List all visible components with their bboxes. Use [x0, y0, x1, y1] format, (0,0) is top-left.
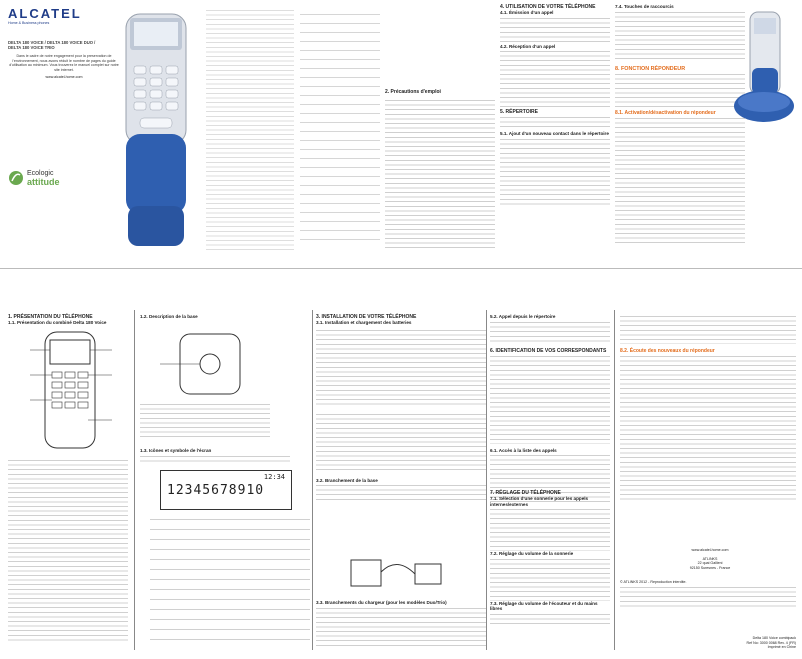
fold-line: [0, 268, 802, 269]
section-1-2-title: 1.2. Description de la base: [140, 314, 198, 319]
reference-block: [700, 636, 796, 650]
column-divider: [614, 310, 615, 650]
brand-tagline: Home & Business phones: [8, 21, 50, 25]
product-ref: Delta 180 Voice combipack: [752, 636, 796, 640]
section-3-3-block: [316, 600, 486, 646]
connection-diagram: [345, 550, 455, 600]
column-divider: [486, 310, 487, 650]
keys-column: [206, 8, 294, 258]
section-1-column: [8, 314, 128, 326]
lcd-time: 12:34: [263, 473, 285, 481]
precautions-column: [385, 4, 495, 266]
copyright-block: [620, 580, 796, 609]
utilisation-column: [500, 4, 610, 266]
section-6-title: 6. IDENTIFICATION DE VOS CORRESPONDANTS: [490, 347, 607, 354]
section-1-text: [8, 458, 128, 648]
brand-website: www.alcatel-home.com: [45, 75, 83, 80]
column-divider: [134, 310, 135, 650]
base-diagram: [150, 330, 260, 400]
section-8-column: [620, 314, 796, 500]
section-1-3-block: [140, 448, 310, 464]
base-photo: [730, 8, 796, 128]
card-company: ATLINKS: [702, 556, 718, 561]
section-3-2-title: 3.2. Branchement de la base: [316, 477, 378, 483]
section-8-2-title: 8.2. Écoute des nouveaux du répondeur: [620, 348, 715, 354]
section-4-title: 4. UTILISATION DE VOTRE TÉLÉPHONE: [500, 4, 596, 10]
section-7-1-title: 7.1. Sélection d'une sonnerie pour les appels internes/externes: [490, 496, 589, 507]
section-3-title: 3. INSTALLATION DE VOTRE TÉLÉPHONE: [316, 314, 417, 320]
brand-column: [8, 6, 120, 262]
section-3-1-title: 3.1. Installation et chargement des batteries: [316, 320, 412, 325]
lcd-digits: 12345678910: [167, 483, 265, 498]
section-7-3-title: 7.3. Réglage du volume de l'écouteur et du mains libres: [490, 600, 598, 612]
section-7-2-title: 7.2. Réglage du volume de la sonnerie: [490, 551, 574, 557]
leaf-icon: [8, 170, 24, 186]
section-8-title: 8. FONCTION RÉPONDEUR: [615, 65, 686, 72]
section-4-2-title: 4.2. Réception d'un appel: [500, 43, 556, 49]
section-1-2-column: [140, 314, 310, 320]
card-city: 92150 Suresnes - France: [689, 565, 731, 570]
column-divider: [312, 310, 313, 650]
section-3-3-title: 3.3. Branchements du chargeur (pour les modèles Duo/Trio): [316, 600, 447, 605]
section-7-title: 7. RÉGLAGE DU TÉLÉPHONE: [490, 490, 561, 496]
icon-legend: [150, 514, 310, 652]
model-list-2: DELTA 180 VOICE TRIO: [8, 44, 55, 50]
section-4-1-title: 4.1. Émission d'un appel: [500, 10, 554, 15]
section-3-column: [316, 314, 486, 501]
intro-text: Dans le cadre de notre engagement pour la preservation de l'environnement, nous avons réduit le nombre de pages du guide d'utilisation au minimum. Vous trouverez le manuel complet sur notre site internet.: [9, 54, 119, 72]
section-6-1-title: 6.1. Accès à la liste des appels: [490, 447, 557, 453]
copyright-text: © ATLINKS 2012 - Reproduction interdite.: [620, 580, 687, 584]
section-7-column: [490, 490, 610, 626]
section-1-2-text: [140, 402, 270, 442]
card-street: 22 quai Gallieni: [697, 561, 723, 566]
handset-diagram: [20, 330, 120, 450]
section-1-1-title: 1.1. Présentation du combiné Delta 180 Voice: [8, 320, 107, 325]
section-5-1-title: 5.1. Ajout d'un nouveau contact dans le répertoire: [500, 131, 609, 137]
section-8-1-title: 8.1. Activation/désactivation du répondeur: [615, 109, 716, 116]
handset-photo: [124, 6, 202, 264]
ref-number: Ref No: 3000 0068 Rev. 4 (FR): [746, 640, 796, 645]
eco-logo: Ecologic attitude: [8, 170, 120, 187]
lcd-display: [160, 470, 292, 510]
card-website: www.alcatel-home.com: [691, 548, 729, 552]
contact-card: [640, 548, 780, 570]
section-7-4-title: 7.4. Touches de raccourcis: [615, 4, 674, 9]
icons-column: [300, 8, 380, 248]
model-list-1: DELTA 180 VOICE / DELTA 180 VOICE DUO /: [8, 39, 96, 45]
printed-in: Imprimé en Chine: [767, 645, 796, 650]
section-1-title: 1. PRÉSENTATION DU TÉLÉPHONE: [8, 314, 93, 320]
brand-logo: ALCATEL: [8, 6, 82, 21]
section-2-title: 2. Précautions d'emploi: [385, 89, 441, 95]
section-5-2-title: 5.2. Appel depuis le répertoire: [490, 314, 556, 319]
section-1-3-title: 1.3. Icônes et symbole de l'écran: [140, 448, 212, 453]
section-5-title: 5. RÉPERTOIRE: [500, 109, 538, 116]
